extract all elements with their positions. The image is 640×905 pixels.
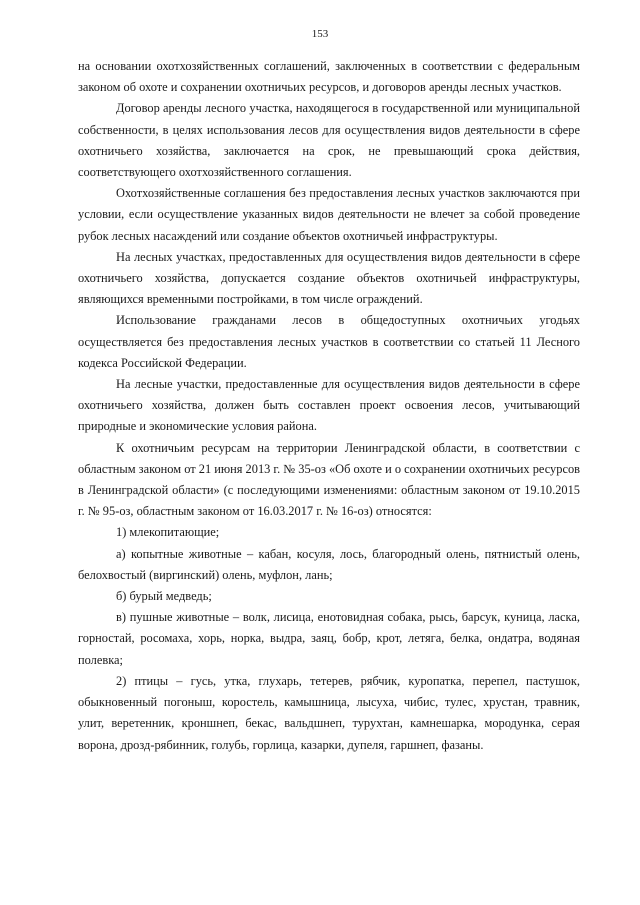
paragraph: Использование гражданами лесов в общедоступных охотничьих угодьях осуществляется без предоставления лесных участков в соответствии со статьей 11 Лесного кодекса Российской Федерации. <box>78 313 580 370</box>
list-item: 2) птицы – гусь, утка, глухарь, тетерев, рябчик, куропатка, перепел, пастушок, обыкновенный погоныш, коростель, камышница, лысуха, чибис, тулес, хрустан, травник, улит, веретенник, кроншнеп, бекас, вальдшнеп, турухтан, камнешарка, мородунка, серая ворона, дрозд-рябинник, голубь, горлица, казарки, дупеля, гаршнеп, фазаны. <box>78 673 580 752</box>
paragraph: На лесные участки, предоставленные для осуществления видов деятельности в сфере охотничьего хозяйства, должен быть составлен проект освоения лесов, учитывающий природные и экономические условия района. <box>78 377 580 434</box>
paragraph: На лесных участках, предоставленных для осуществления видов деятельности в сфере охотничьего хозяйства, допускается создание объектов охотничьей инфраструктуры, являющихся временными постройками, в том числе ограждений. <box>78 249 580 307</box>
paragraph: на основании охотхозяйственных соглашений, заключенных в соответствии с федеральным законом об охоте и сохранении охотничьих ресурсов, и договоров аренды лесных участков. <box>78 59 580 95</box>
paragraph: К охотничьим ресурсам на территории Ленинградской области, в соответствии с областным законом от 21 июня 2013 г. № 35-оз «Об охоте и о сохранении охотничьих ресурсов в Ленинградской области» (с последующими изменениями: областным законом от 19.10.2015 г. № 95-оз, областным законом от 16.03.2017 г. № 16-оз) относятся: <box>78 440 580 519</box>
paragraph: Договор аренды лесного участка, находящегося в государственной или муниципальной собственности, в целях использования лесов для осуществления видов деятельности в сфере охотничьего хозяйства, заключается на срок, не превышающий срока действия, соответствующего охотхозяйственного соглашения. <box>78 101 580 180</box>
list-item: в) пушные животные – волк, лисица, енотовидная собака, рысь, барсук, куница, ласка, горностай, росомаха, хорь, норка, выдра, заяц, бобр, крот, летяга, белка, ондатра, водяная полевка; <box>78 610 580 667</box>
page-number: 153 <box>311 28 329 40</box>
body-text <box>78 56 580 756</box>
list-item: 1) млекопитающие; <box>116 525 220 540</box>
list-item: б) бурый медведь; <box>116 589 212 604</box>
list-item: а) копытные животные – кабан, косуля, лось, благородный олень, пятнистый олень, белохвостый (виргинский) олень, муфлон, лань; <box>78 546 580 582</box>
paragraph: Охотхозяйственные соглашения без предоставления лесных участков заключаются при условии, если осуществление указанных видов деятельности не влечет за собой проведение рубок лесных насаждений или создание объектов охотничьей инфраструктуры. <box>78 186 580 243</box>
